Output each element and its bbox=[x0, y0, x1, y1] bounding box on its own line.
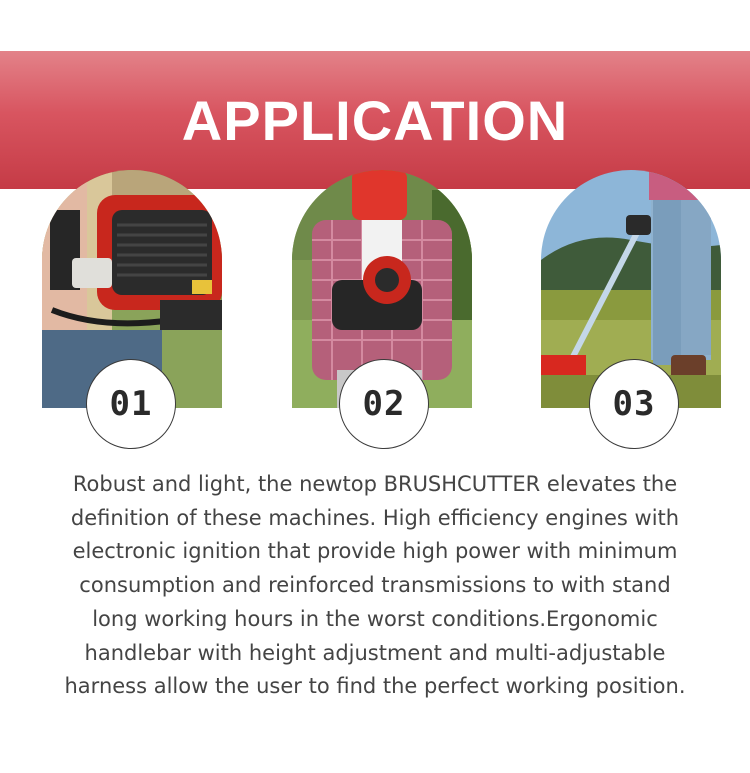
number-badge-2 bbox=[339, 359, 429, 449]
number-badge-1 bbox=[86, 359, 176, 449]
description-line: harness allow the user to find the perfect working position. bbox=[64, 674, 686, 699]
badge-number: 03 bbox=[612, 384, 656, 424]
description-line: definition of these machines. High efficiency engines with bbox=[70, 505, 680, 530]
product-description bbox=[40, 468, 710, 704]
number-badge-3 bbox=[589, 359, 679, 449]
description-line: Robust and light, the newtop BRUSHCUTTER elevates the bbox=[72, 472, 678, 496]
description-line: electronic ignition that provide high power with minimum bbox=[72, 539, 678, 564]
description-line: handlebar with height adjustment and multi-adjustable bbox=[84, 640, 666, 665]
badge-number: 01 bbox=[109, 384, 153, 424]
description-line: consumption and reinforced transmissions to with stand bbox=[79, 573, 671, 598]
page-title: APPLICATION bbox=[181, 89, 569, 152]
badge-number: 02 bbox=[362, 384, 406, 424]
description-line: long working hours in the worst conditions.Ergonomic bbox=[92, 606, 658, 631]
